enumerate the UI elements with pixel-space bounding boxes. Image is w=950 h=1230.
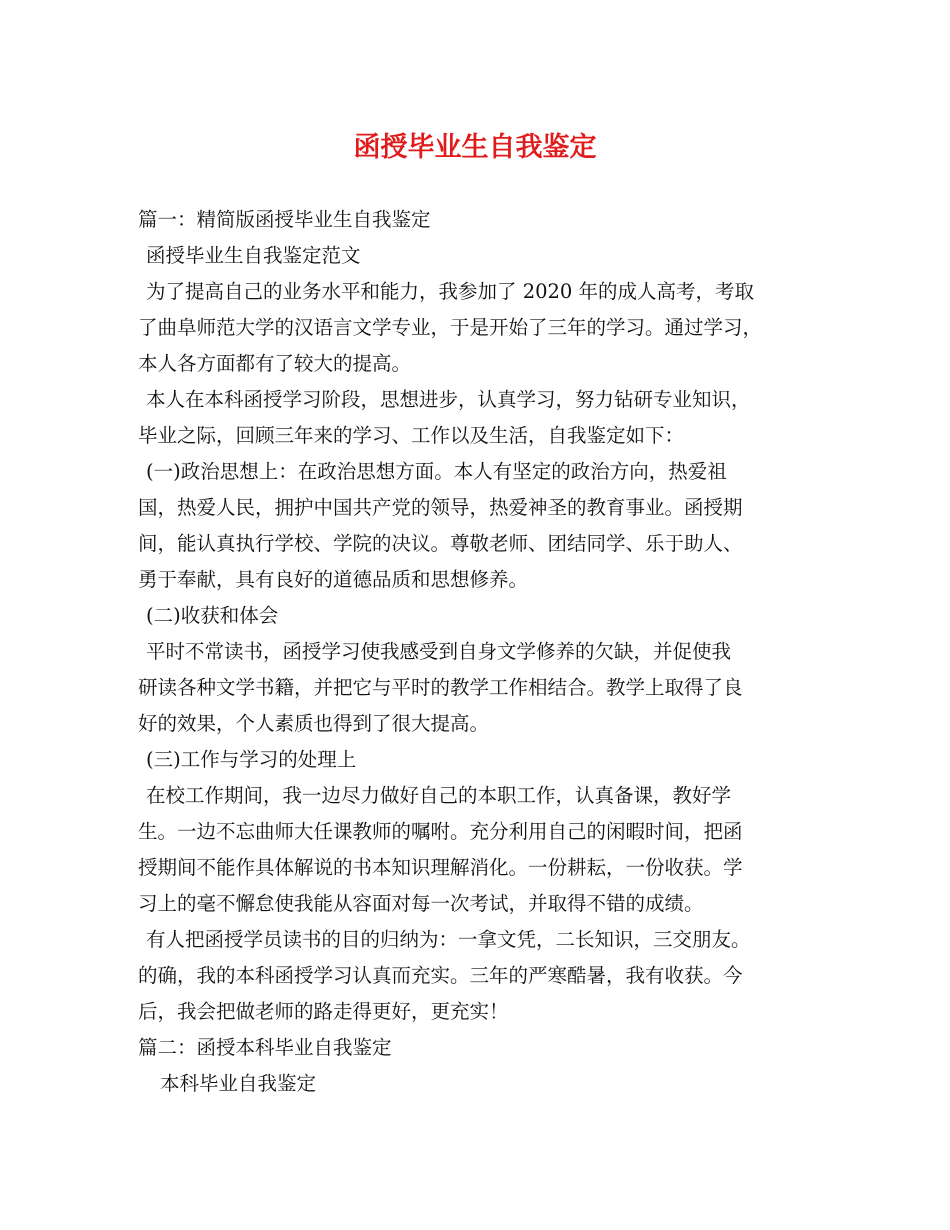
paragraph-line: 了曲阜师范大学的汉语言文学专业，于是开始了三年的学习。通过学习，: [138, 316, 763, 339]
paragraph-line: 为了提高自己的业务水平和能力，我参加了 2020 年的成人高考，考取: [146, 280, 755, 303]
paragraph-line: 习上的毫不懈怠使我能从容面对每一次考试，并取得不错的成绩。: [138, 892, 704, 915]
paragraph-line: 研读各种文学书籍，并把它与平时的教学工作相结合。教学上取得了良: [138, 676, 743, 699]
paragraph-line: 勇于奉献，具有良好的道德品质和思想修养。: [138, 568, 529, 591]
subheading: 本科毕业自我鉴定: [160, 1072, 317, 1095]
paragraph-line: 本人在本科函授学习阶段，思想进步，认真学习，努力钻研专业知识，: [146, 388, 751, 411]
section-heading: 篇二：函授本科毕业自我鉴定: [138, 1036, 392, 1059]
document-body: [138, 202, 828, 1102]
subheading: (三)工作与学习的处理上: [146, 748, 357, 771]
paragraph-line: 国，热爱人民，拥护中国共产党的领导，热爱神圣的教育事业。函授期: [138, 496, 743, 519]
subheading: 函授毕业生自我鉴定范文: [146, 244, 361, 267]
paragraph-line: 生。一边不忘曲师大任课教师的嘱咐。充分利用自己的闲暇时间，把函: [138, 820, 743, 843]
paragraph-line: 有人把函授学员读书的目的归纳为：一拿文凭，二长知识，三交朋友。: [146, 928, 751, 951]
paragraph-line: (一)政治思想上：在政治思想方面。本人有坚定的政治方向，热爱祖: [146, 460, 727, 483]
paragraph-line: 毕业之际，回顾三年来的学习、工作以及生活，自我鉴定如下：: [138, 424, 685, 447]
paragraph-line: 授期间不能作具体解说的书本知识理解消化。一份耕耘，一份收获。学: [138, 856, 743, 879]
subheading: (二)收获和体会: [146, 604, 279, 627]
paragraph-line: 本人各方面都有了较大的提高。: [138, 352, 412, 375]
document-title: 函授毕业生自我鉴定: [353, 132, 597, 163]
paragraph-line: 平时不常读书，函授学习使我感受到自身文学修养的欠缺，并促使我: [146, 640, 732, 663]
paragraph-line: 的确，我的本科函授学习认真而充实。三年的严寒酷暑，我有收获。今: [138, 964, 743, 987]
paragraph-line: 在校工作期间，我一边尽力做好自己的本职工作，认真备课，教好学: [146, 784, 732, 807]
paragraph-line: 后，我会把做老师的路走得更好，更充实！: [138, 1000, 509, 1023]
paragraph-line: 间，能认真执行学校、学院的决议。尊敬老师、团结同学、乐于助人、: [138, 532, 743, 555]
paragraph-line: 好的效果，个人素质也得到了很大提高。: [138, 712, 490, 735]
section-heading: 篇一：精简版函授毕业生自我鉴定: [138, 208, 431, 231]
